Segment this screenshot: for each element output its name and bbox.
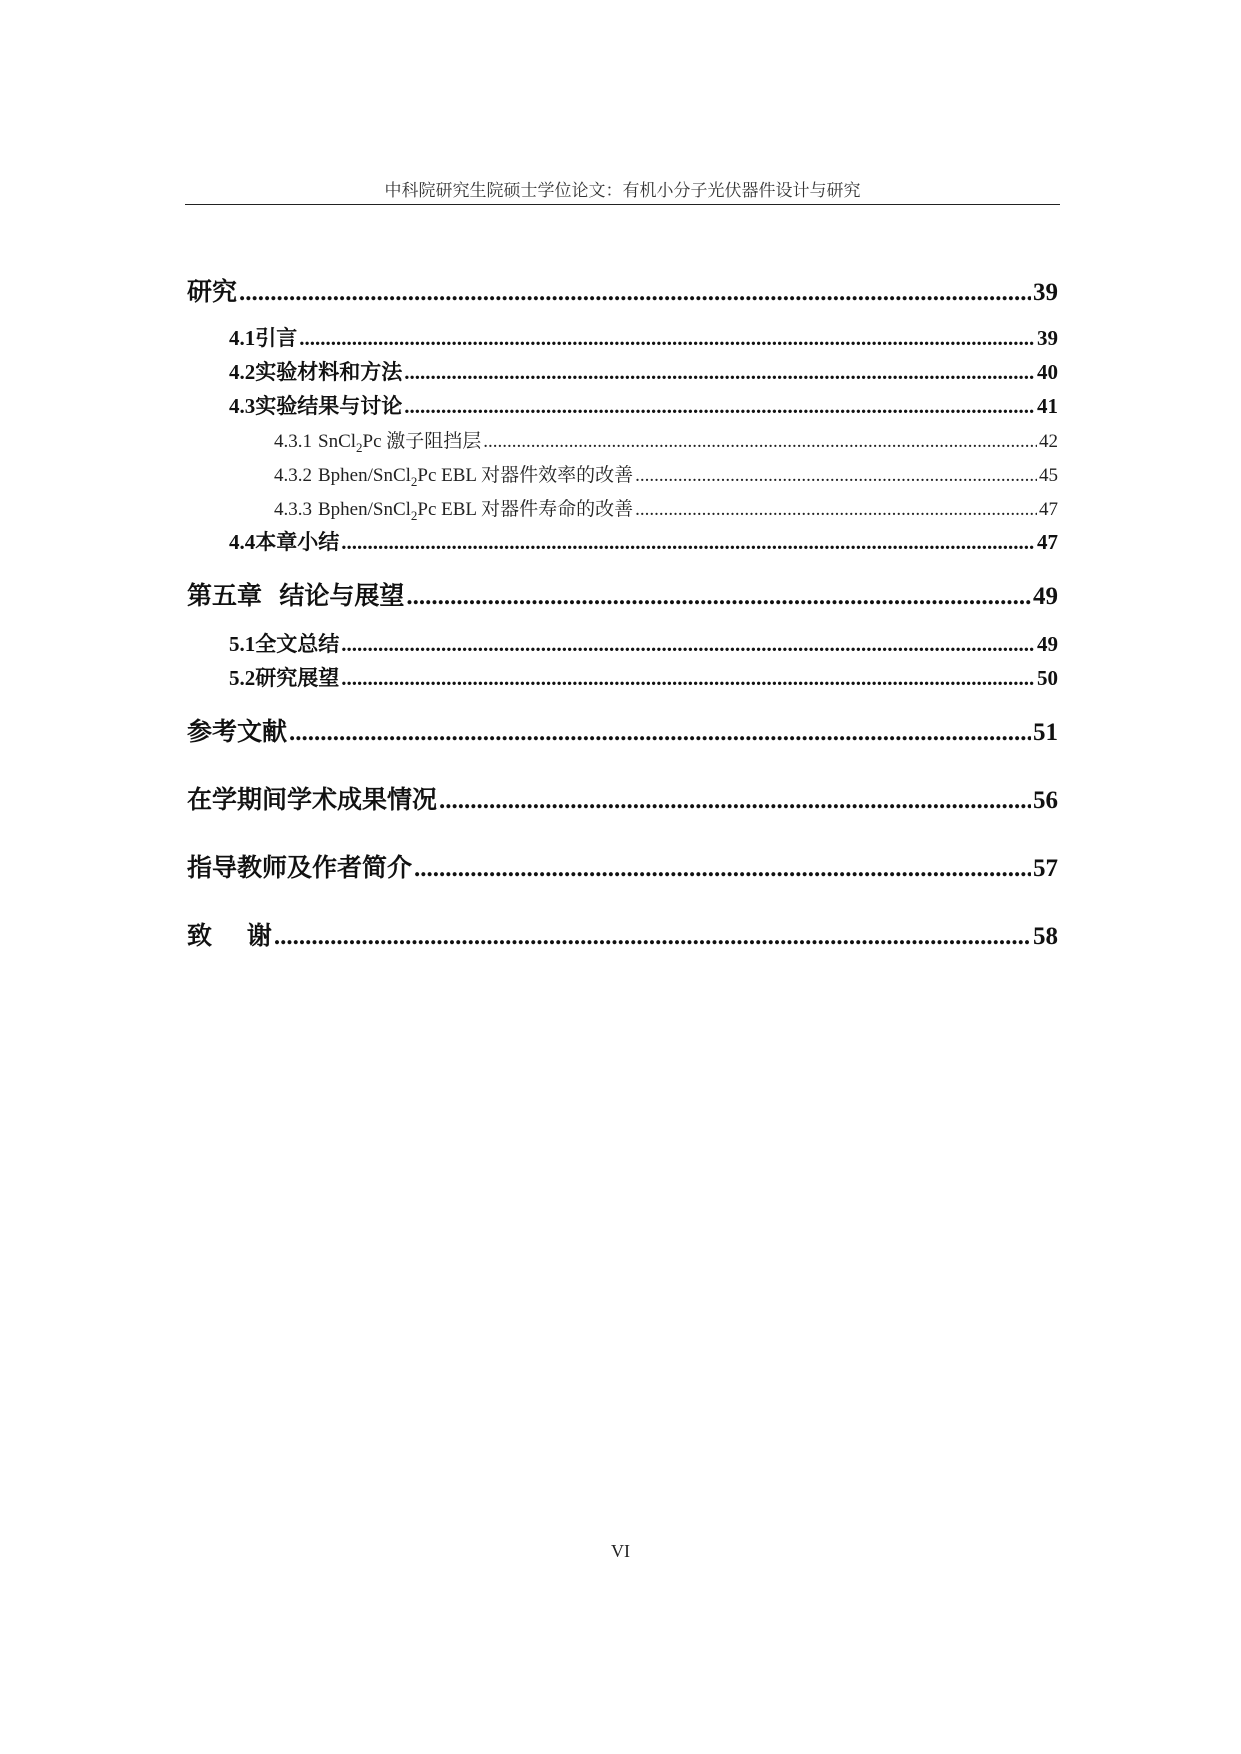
- toc-entry-advisor-author[interactable]: [187, 848, 1058, 884]
- toc-page-number: 57: [1033, 855, 1058, 882]
- toc-entry-title: 参考文献: [187, 717, 288, 746]
- toc-entry-title: 实验结果与讨论: [255, 394, 403, 418]
- toc-leader: [299, 326, 1035, 351]
- toc-entry-title: 全文总结: [255, 632, 340, 656]
- toc-entry-title: 在学期间学术成果情况: [187, 785, 438, 814]
- toc-entry-achievements[interactable]: [187, 780, 1058, 816]
- toc-section-number: 4.3.1: [274, 431, 312, 452]
- toc-leader: [404, 394, 1035, 419]
- toc-entry-acknowledgements[interactable]: [187, 916, 1058, 952]
- toc-leader: [414, 855, 1031, 883]
- toc-leader: [274, 923, 1031, 951]
- toc-entry-4-3-3[interactable]: [274, 494, 1058, 524]
- toc-page-number: 56: [1033, 787, 1058, 814]
- toc-leader: [341, 632, 1035, 657]
- toc-page-number: 39: [1033, 279, 1058, 306]
- toc-page-number: 50: [1037, 666, 1058, 690]
- toc-section-number: 4.2: [229, 360, 256, 384]
- toc-entry-5-1[interactable]: [229, 628, 1058, 658]
- toc-page-number: 47: [1039, 499, 1058, 520]
- toc-entry-title: SnCl$_2$Pc 激子阻挡层: [318, 431, 482, 455]
- page-number-footer: VI: [611, 1541, 630, 1561]
- toc-section-number: 4.3: [229, 394, 256, 418]
- toc-page-number: 49: [1037, 632, 1058, 656]
- toc-section-number: 4.4: [229, 530, 256, 554]
- toc-leader: [439, 787, 1031, 815]
- toc-entry-title: Bphen/SnCl$_2$Pc EBL 对器件效率的改善: [318, 465, 634, 489]
- toc-entry-chapter4-cont[interactable]: [187, 272, 1058, 308]
- toc-section-number: 5.1: [229, 632, 256, 656]
- toc-entry-title: 引言: [255, 326, 298, 350]
- header-rule: [185, 204, 1060, 205]
- toc-leader: [406, 583, 1031, 611]
- toc-page-number: 49: [1033, 583, 1058, 610]
- toc-page-number: 39: [1037, 326, 1058, 350]
- toc-page-number: 45: [1039, 465, 1058, 486]
- running-header: 中科院研究生院硕士学位论文：有机小分子光伏器件设计与研究: [384, 181, 861, 201]
- toc-page-number: 41: [1037, 394, 1058, 418]
- toc-entry-chapter5[interactable]: [187, 576, 1058, 612]
- toc-entry-title: 第五章 结论与展望: [187, 581, 405, 610]
- toc-section-number: 5.2: [229, 666, 256, 690]
- toc-entry-title: 致 谢: [187, 921, 272, 950]
- toc-section-number: 4.3.2: [274, 465, 312, 486]
- toc-leader: [341, 666, 1035, 691]
- toc-page-number: 47: [1037, 530, 1058, 554]
- toc-leader: [483, 431, 1037, 453]
- toc-entry-5-2[interactable]: [229, 662, 1058, 692]
- toc-entry-4-4[interactable]: [229, 526, 1058, 556]
- toc-entry-4-1[interactable]: [229, 322, 1058, 352]
- toc-leader: [341, 530, 1035, 555]
- toc-leader: [289, 719, 1031, 747]
- toc-entry-title: 研究展望: [255, 666, 340, 690]
- toc-leader: [239, 279, 1031, 307]
- toc-section-number: 4.3.3: [274, 499, 312, 520]
- toc-leader: [635, 465, 1037, 487]
- toc-leader: [635, 499, 1037, 521]
- toc-entry-title: 本章小结: [255, 530, 340, 554]
- toc-section-number: 4.1: [229, 326, 256, 350]
- toc-entry-4-3-1[interactable]: [274, 426, 1058, 456]
- toc-entry-4-3-2[interactable]: [274, 460, 1058, 490]
- toc-leader: [404, 360, 1035, 385]
- toc-entry-title: 研究: [187, 277, 238, 306]
- toc-entry-title: 实验材料和方法: [255, 360, 403, 384]
- toc-entry-4-2[interactable]: [229, 356, 1058, 386]
- toc-entry-references[interactable]: [187, 712, 1058, 748]
- toc-entry-title: Bphen/SnCl$_2$Pc EBL 对器件寿命的改善: [318, 499, 634, 523]
- toc-entry-title: 指导教师及作者简介: [187, 853, 413, 882]
- toc-page-number: 51: [1033, 719, 1058, 746]
- toc-page-number: 42: [1039, 431, 1058, 452]
- toc-page-number: 58: [1033, 923, 1058, 950]
- toc-page-number: 40: [1037, 360, 1058, 384]
- toc-entry-4-3[interactable]: [229, 390, 1058, 420]
